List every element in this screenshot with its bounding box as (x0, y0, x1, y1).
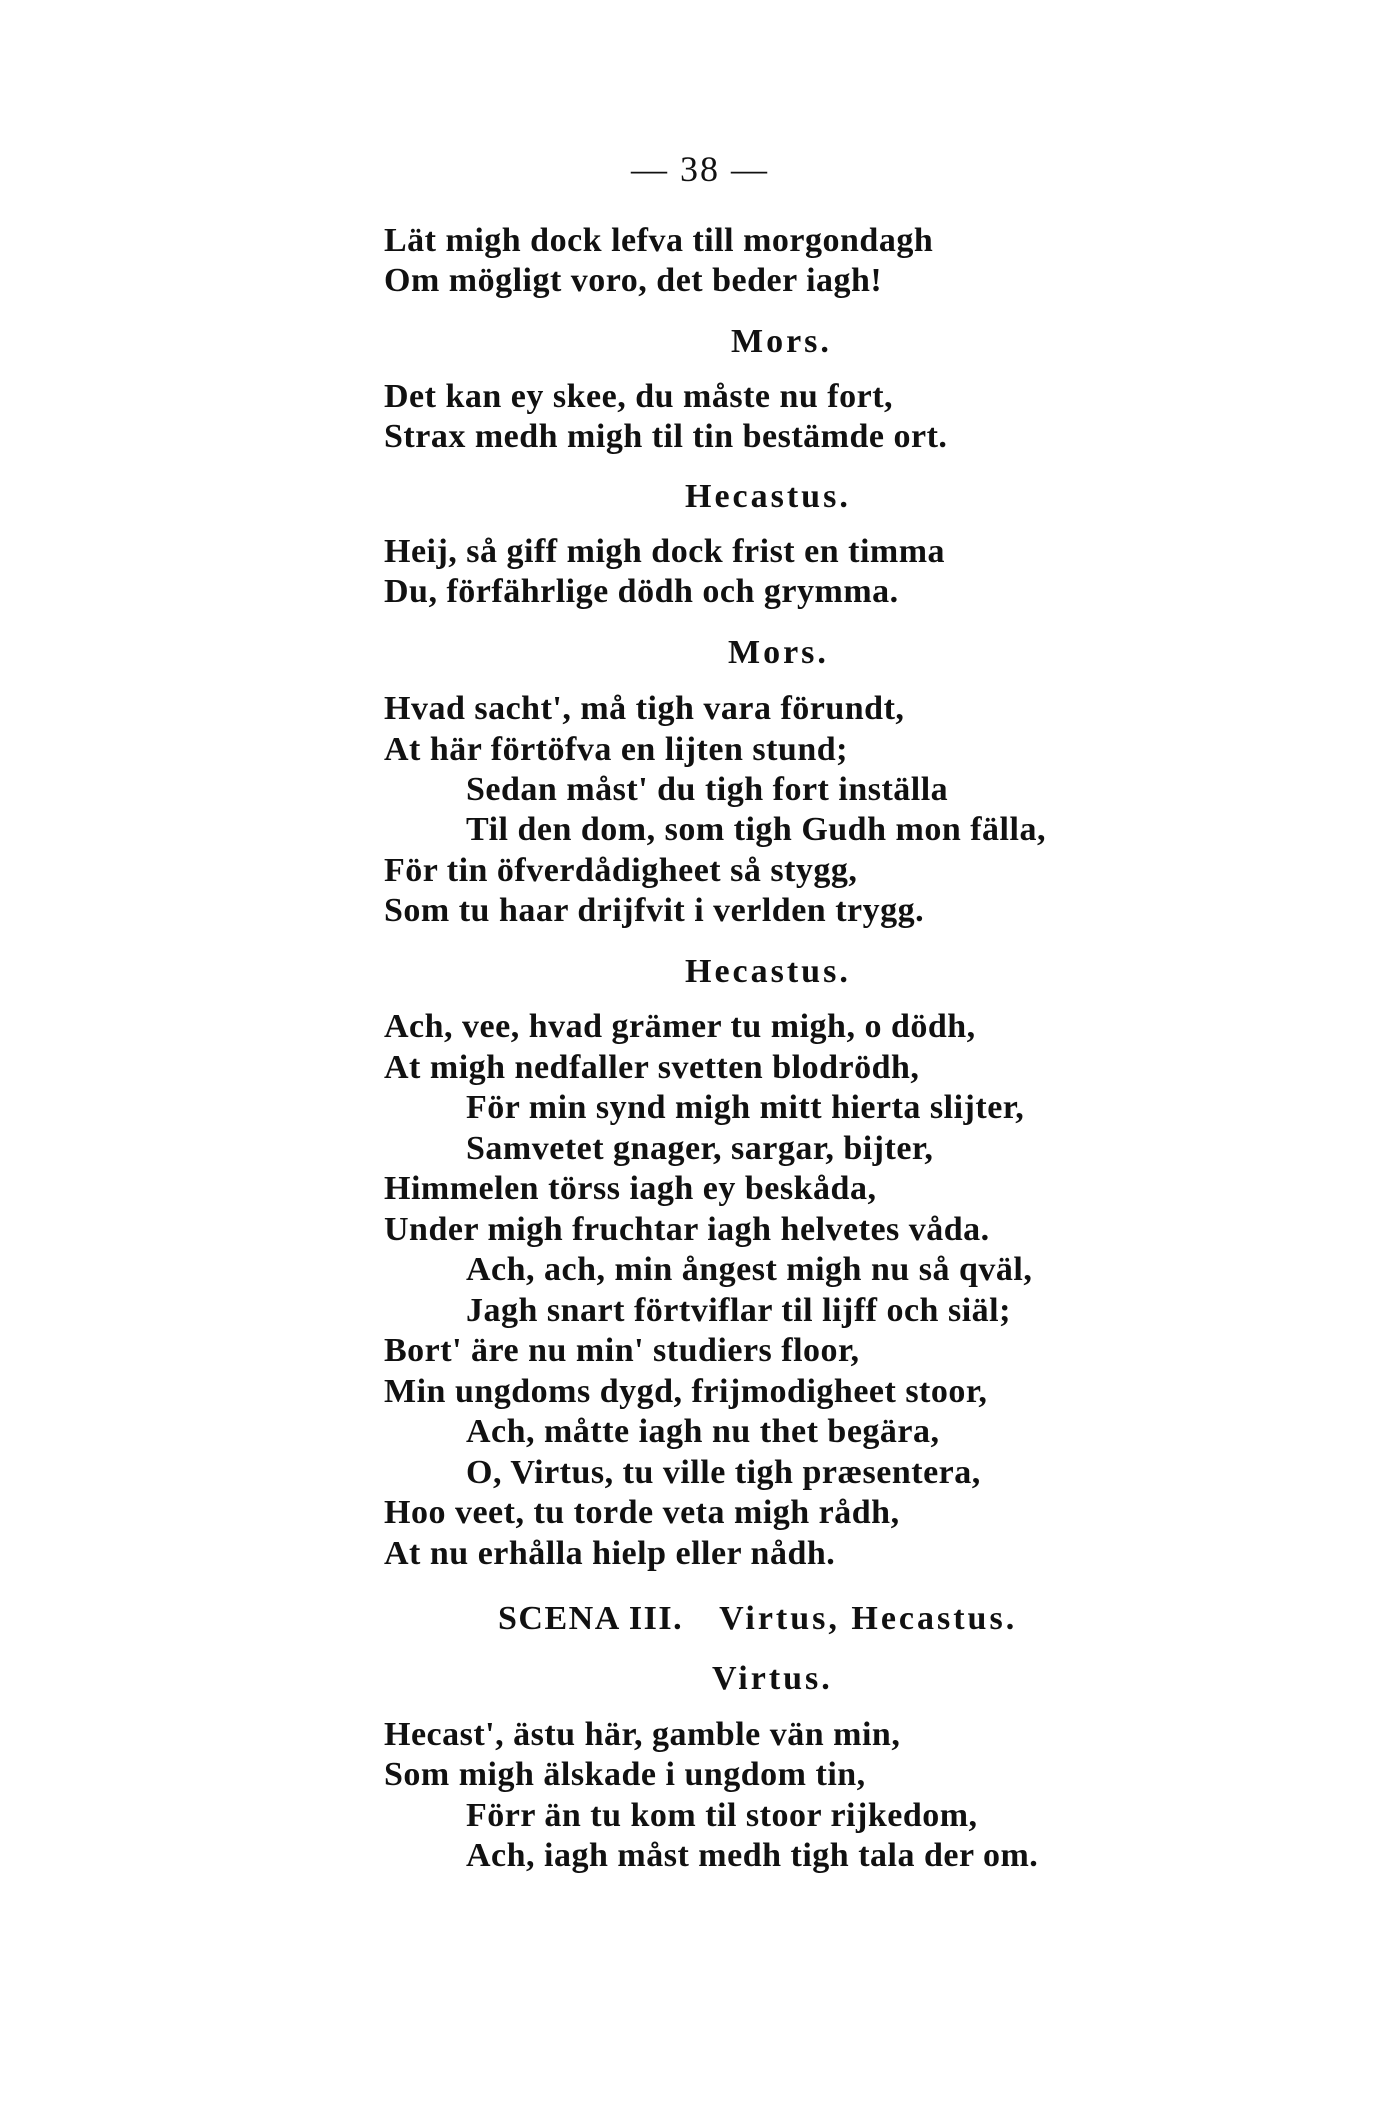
verse-line: Ach, ach, min ångest migh nu så qväl, (466, 1251, 1033, 1288)
verse-line: Til den dom, som tigh Gudh mon fälla, (466, 811, 1046, 848)
speaker-heading: Hecastus. (685, 953, 851, 990)
verse-line: At nu erhålla hielp eller nådh. (384, 1535, 836, 1572)
verse-line: Sedan måst' du tigh fort inställa (466, 771, 949, 808)
verse-line: Om mögligt voro, det beder iagh! (384, 262, 883, 299)
verse-line: Himmelen törss iagh ey beskåda, (384, 1170, 877, 1207)
page-number: — 38 — (631, 149, 769, 189)
verse-line: Förr än tu kom til stoor rijkedom, (466, 1797, 978, 1834)
scene-label: SCENA III. (498, 1600, 684, 1637)
verse-line: Som migh älskade i ungdom tin, (384, 1756, 866, 1793)
verse-line: Du, förfährlige dödh och grymma. (384, 573, 899, 610)
verse-line: Heij, så giff migh dock frist en timma (384, 533, 946, 570)
verse-line: Hvad sacht', må tigh vara förundt, (384, 690, 905, 727)
verse-line: Ach, vee, hvad grämer tu migh, o dödh, (384, 1008, 976, 1045)
verse-line: Under migh fruchtar iagh helvetes våda. (384, 1211, 990, 1248)
speaker-heading: Mors. (728, 634, 829, 671)
verse-line: Strax medh migh til tin bestämde ort. (384, 418, 948, 455)
verse-line: O, Virtus, tu ville tigh præsentera, (466, 1454, 981, 1491)
verse-line: At här förtöfva en lijten stund; (384, 731, 848, 768)
speaker-heading: Hecastus. (685, 478, 851, 515)
verse-line: Ach, måtte iagh nu thet begära, (466, 1413, 940, 1450)
speaker-heading: Mors. (731, 323, 832, 360)
verse-line: At migh nedfaller svetten blodrödh, (384, 1049, 920, 1086)
verse-line: Hoo veet, tu torde veta migh rådh, (384, 1494, 900, 1531)
verse-line: Jagh snart förtviflar til lijff och siäl; (466, 1292, 1011, 1329)
verse-line: Ach, iagh måst medh tigh tala der om. (466, 1837, 1039, 1874)
verse-line: För min synd migh mitt hierta slijter, (466, 1089, 1025, 1126)
verse-line: Bort' äre nu min' studiers floor, (384, 1332, 860, 1369)
verse-line: Som tu haar drijfvit i verlden trygg. (384, 892, 925, 929)
verse-line: Hecast', ästu här, gamble vän min, (384, 1716, 901, 1753)
verse-line: Det kan ey skee, du måste nu fort, (384, 378, 894, 415)
verse-line: Min ungdoms dygd, frijmodigheet stoor, (384, 1373, 988, 1410)
speaker-heading: Virtus. (712, 1660, 833, 1697)
scene-characters: Virtus, Hecastus. (719, 1600, 1018, 1637)
scene-heading (498, 1600, 1017, 1638)
verse-line: Lät migh dock lefva till morgondagh (384, 222, 934, 259)
verse-line: För tin öfverdådigheet så stygg, (384, 852, 858, 889)
verse-line: Samvetet gnager, sargar, bijter, (466, 1130, 934, 1167)
